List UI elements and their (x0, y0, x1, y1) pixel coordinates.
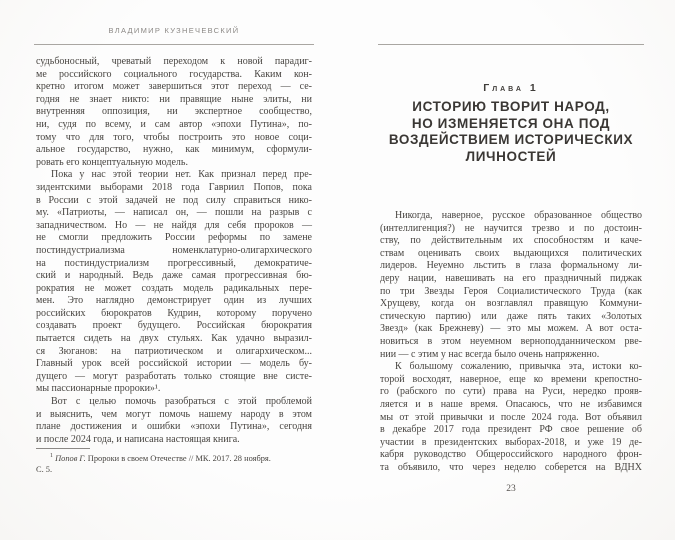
text-line: ся Зюганов: на патриотическом и олигархическом... (36, 345, 312, 357)
text-line: та объявило, что через неделю соберется на ВДНХ (380, 461, 642, 473)
page-number: 23 (506, 484, 516, 494)
text-line: Вот с целью помочь разобраться с этой проблемой (51, 396, 312, 408)
text-line: судьбоносный, чреватый переходом к новой парадиг- (36, 56, 312, 67)
footnote-rule (36, 448, 90, 449)
text-line: и выяснить, чем могут помочь нашему народу в этом (36, 408, 312, 420)
text-line: рократия не может создать модель радикальных пере- (36, 282, 312, 294)
text-line: К большому сожалению, привычка эта, истоки ко- (395, 361, 642, 373)
text-line: в России с этой задачей не под силу справиться нико- (36, 194, 312, 206)
text-line: ме российского социального государства. Каким кон- (36, 68, 312, 80)
footnote-source: Пророки в своем Отечестве // МК. 2017. 28 ноября. (87, 454, 271, 463)
text-line: Никогда, наверное, русское образованное общество (395, 210, 642, 221)
footnote-marker: 1 (50, 453, 53, 460)
text-line: му. «Патриоты, — написал он, — пошли на разрыв с (36, 207, 312, 219)
chapter-label: Глава 1 (483, 82, 539, 94)
text-line: пытается сидеть на двух стульях. Как удачно выразил- (36, 333, 312, 345)
text-line: мен. Это наглядно демонстрирует один из лучших (36, 295, 312, 307)
footnote-text (36, 454, 312, 475)
text-line: тому что для того, чтобы построить это новое соци- (36, 131, 312, 143)
text-line: на постиндустриализм прогрессивный, демократиче- (36, 257, 312, 269)
text-line: внутренняя оппозиция, ни экспертное сообщество, (36, 106, 312, 118)
right-page (380, 0, 642, 540)
footnote-page-ref: С. 5. (36, 464, 53, 474)
text-line: ЛИЧНОСТЕЙ (465, 148, 557, 164)
text-line: ству, по действительным их способностям и каче- (380, 235, 642, 247)
text-line: Главный урок всей российской истории — модель бу- (36, 358, 312, 370)
text-line: ляется и в наше время. Опасаюсь, что не избавимся (380, 398, 642, 410)
text-line: зидентскими выборами 2018 года Гавриил Попов, пока (36, 181, 312, 193)
text-line: постиндустриализма номенклатурно-олигархического (36, 244, 312, 256)
text-line: западничеством. Но — не найдя для себя пророков — (36, 219, 312, 231)
text-line: плане достижения и ошибки «эпохи Путина», сегодня (36, 421, 312, 433)
text-line: лидеров. Неуемно льстить в глаза формальному ли- (380, 260, 642, 272)
footnote-author: Попов Г. (55, 454, 86, 463)
text-line: го (рабского по сути) права на Руси, нередко прояв- (380, 386, 642, 398)
left-page-body-text (36, 56, 312, 446)
text-line: ВОЗДЕЙСТВИЕМ ИСТОРИЧЕСКИХ (388, 132, 634, 147)
text-line: альное государство, нужно, как минимум, сформули- (36, 144, 312, 156)
text-line: и после 2024 года, и написана настоящая книга. (36, 433, 240, 445)
text-line: ский и народный. Ведь даже самая прогрессивная бю- (36, 270, 312, 282)
text-line: в декабре 2017 года президент РФ свое решение об (380, 424, 642, 436)
right-page-body-text (380, 210, 642, 474)
text-line: по три Звезды Героя Социалистического Труда (как (380, 285, 642, 297)
text-line: кабря руководство Общероссийского народного фрон- (380, 449, 642, 461)
text-line: (интеллигенция?) не научится трезво и по достоин- (380, 222, 642, 234)
text-line: участии в президентских выборах-2018, и уже 19 де- (380, 436, 642, 448)
text-line: дущего — могут разработать только стоящие вне систе- (36, 370, 312, 382)
text-line: мы от этой привычки и после 2024 года. Вот объявил (380, 411, 642, 423)
chapter-title (374, 99, 648, 165)
text-line: создавать проект будущего. Российская бюрократия (36, 320, 312, 332)
running-head-rule (34, 44, 314, 45)
text-line: НО ИЗМЕНЯЕТСЯ ОНА ПОД (411, 115, 611, 131)
text-line: торой восходят, наверное, еще ко времени крепостно- (380, 373, 642, 385)
footnote (36, 448, 312, 475)
text-line: не смогли предложить России реформы по замене (36, 232, 312, 244)
text-line: Хрущеву, когда он возглавлял правящую Коммуни- (380, 298, 642, 310)
text-line: российских бюрократов Кудрин, которому поручено (36, 307, 312, 319)
text-line: Звезд» (как Брежневу) — это мы можем. А вот оста- (380, 323, 642, 335)
text-line: ствам оценивать своих выдающихся политических (380, 247, 642, 259)
text-line: стическую партию) или даже пять таких «Золотых (380, 310, 642, 322)
text-line: нии — с этим у нас всегда было очень напряженно. (380, 348, 600, 360)
text-line: ровать его концептуальную модель. (36, 156, 188, 168)
text-line: мы пассионарные пророки»¹. (36, 383, 161, 395)
text-line: годня не знает никто: ни правящие ныне элиты, ни (36, 93, 312, 105)
text-line: ни, судя по всему, и сам автор «эпохи Путина», по- (36, 118, 312, 130)
left-page (36, 0, 312, 540)
running-head-rule (378, 44, 644, 45)
text-line: новиться в этом неуемном верноподданническом рве- (380, 335, 642, 347)
text-line: Пока у нас этой теории нет. Как признал перед пре- (51, 169, 312, 181)
text-line: кретно итогом может завершиться этот переход — се- (36, 81, 312, 93)
text-line: деру нации, навешивать на его праздничный пиджак (380, 272, 642, 284)
text-line: ИСТОРИЮ ТВОРИТ НАРОД, (412, 99, 610, 114)
running-head-author: ВЛАДИМИР КУЗНЕЧЕВСКИЙ (108, 26, 240, 35)
